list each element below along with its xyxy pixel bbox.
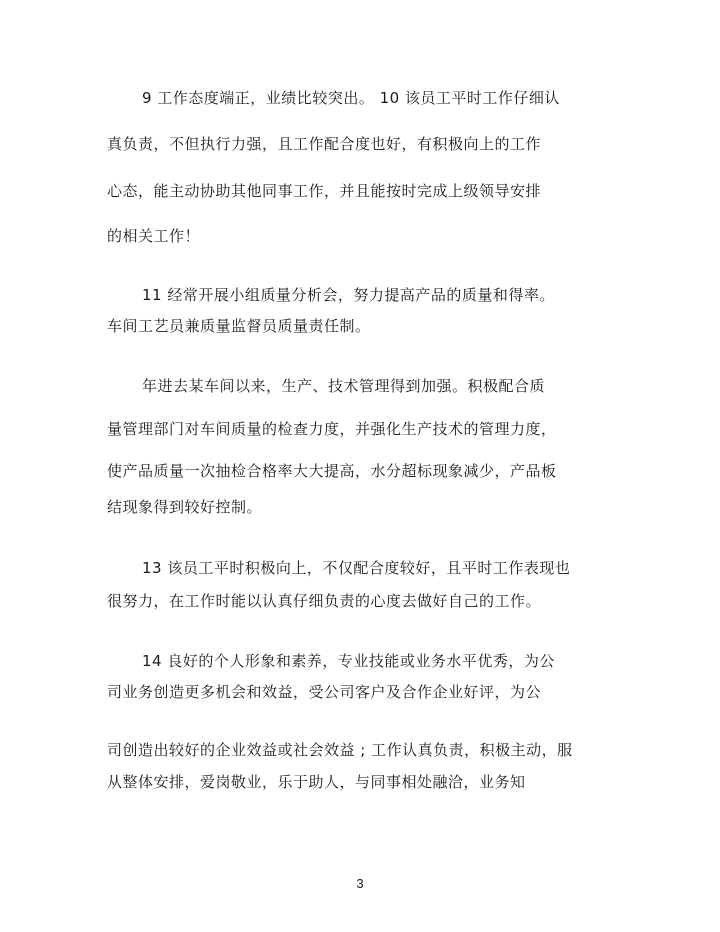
text-line: 的相关工作！ [107,227,201,245]
page-number: 3 [356,876,364,891]
text-line: 年进去某车间以来，生产、技术管理得到加强。积极配合质 [142,377,546,395]
text-line: 心态，能主动协助其他同事工作，并且能按时完成上级领导安排 [107,182,542,200]
text-line: 司业务创造更多机会和效益，受公司客户及合作企业好评，为公 [107,683,542,701]
text-line: 从整体安排，爱岗敬业，乐于助人，与同事相处融洽，业务知 [107,773,526,791]
text-line: 司创造出较好的企业效益或社会效益 ; 工作认真负责，积极主动，服 [107,741,573,759]
text-line: 真负责，不但执行力强，且工作配合度也好，有积极向上的工作 [107,135,542,153]
text-line: 11 经常开展小组质量分析会，努力提高产品的质量和得率。 [142,286,555,304]
text-line: 很努力，在工作时能以认真仔细负责的心度去做好自己的工作。 [107,592,542,610]
text-line: 13 该员工平时积极向上，不仅配合度较好，且平时工作表现也 [142,559,571,577]
text-line: 9 工作态度端正，业绩比较突出。 10 该员工平时工作仔细认 [142,89,560,107]
text-line: 使产品质量一次抽检合格率大大提高，水分超标现象减少，产品板 [107,462,557,480]
text-line: 结现象得到较好控制。 [107,498,263,516]
text-line: 车间工艺员兼质量监督员质量责任制。 [107,317,371,335]
text-line: 量管理部门对车间质量的检查力度，并强化生产技术的管理力度， [107,420,557,438]
text-line: 14 良好的个人形象和素养，专业技能或业务水平优秀，为公 [142,652,555,670]
